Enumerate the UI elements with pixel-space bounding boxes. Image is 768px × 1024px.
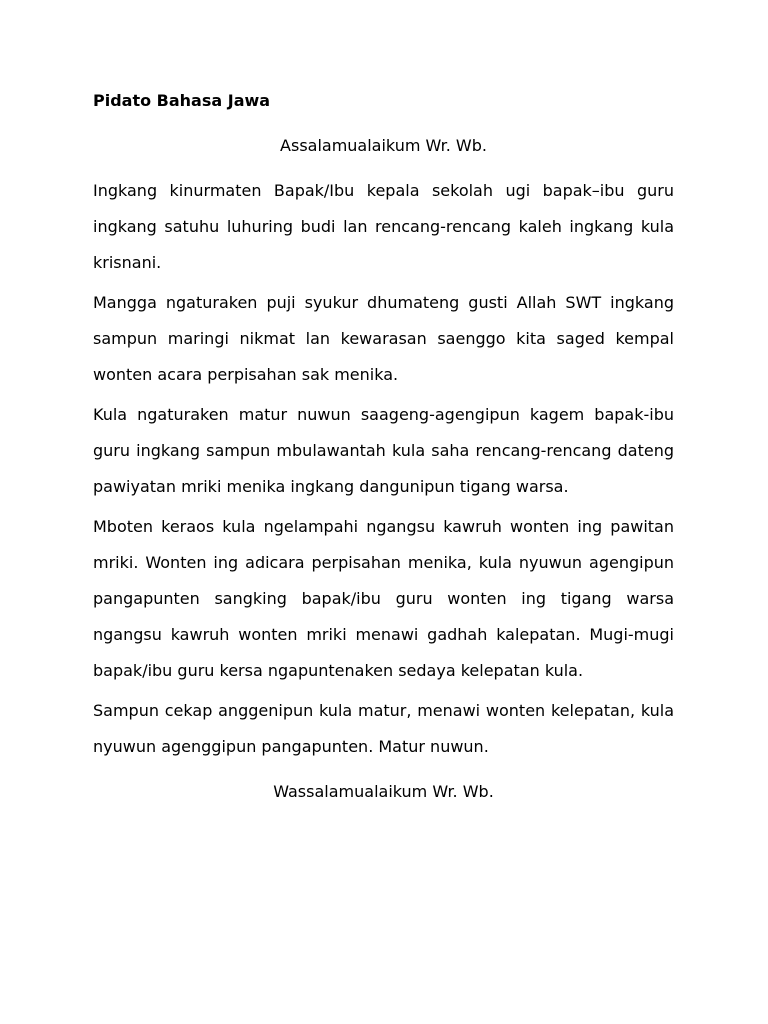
document-title: Pidato Bahasa Jawa bbox=[93, 91, 271, 110]
paragraph-thanks: Kula ngaturaken matur nuwun saageng-agengipun kagem bapak-ibu guru ingkang sampun mbulawantah kula saha rencang-rencang dateng pawiyatan mriki menika ingkang dangunipun tigang warsa. bbox=[93, 405, 674, 496]
paragraph-greeting: Ingkang kinurmaten Bapak/Ibu kepala sekolah ugi bapak–ibu guru ingkang satuhu luhuring budi lan rencang-rencang kaleh ingkang kula krisnani. bbox=[93, 181, 674, 272]
closing-greeting: Wassalamualaikum Wr. Wb. bbox=[273, 782, 494, 801]
paragraph-apology: Mboten keraos kula ngelampahi ngangsu kawruh wonten ing pawitan mriki. Wonten ing adicara perpisahan menika, kula nyuwun agengipun pangapunten sangking bapak/ibu guru wonten ing tigang warsa ngangsu kawruh wonten mriki menawi gadhah kalepatan. Mugi-mugi bapak/ibu guru kersa ngapuntenaken sedaya kelepatan kula. bbox=[93, 517, 674, 680]
document-page bbox=[93, 88, 674, 805]
paragraph-gratitude: Mangga ngaturaken puji syukur dhumateng gusti Allah SWT ingkang sampun maringi nikmat lan kewarasan saenggo kita saged kempal wonten acara perpisahan sak menika. bbox=[93, 293, 674, 384]
paragraph-closing-remarks: Sampun cekap anggenipun kula matur, menawi wonten kelepatan, kula nyuwun agenggipun pangapunten. Matur nuwun. bbox=[93, 701, 674, 756]
opening-greeting: Assalamualaikum Wr. Wb. bbox=[280, 136, 487, 155]
